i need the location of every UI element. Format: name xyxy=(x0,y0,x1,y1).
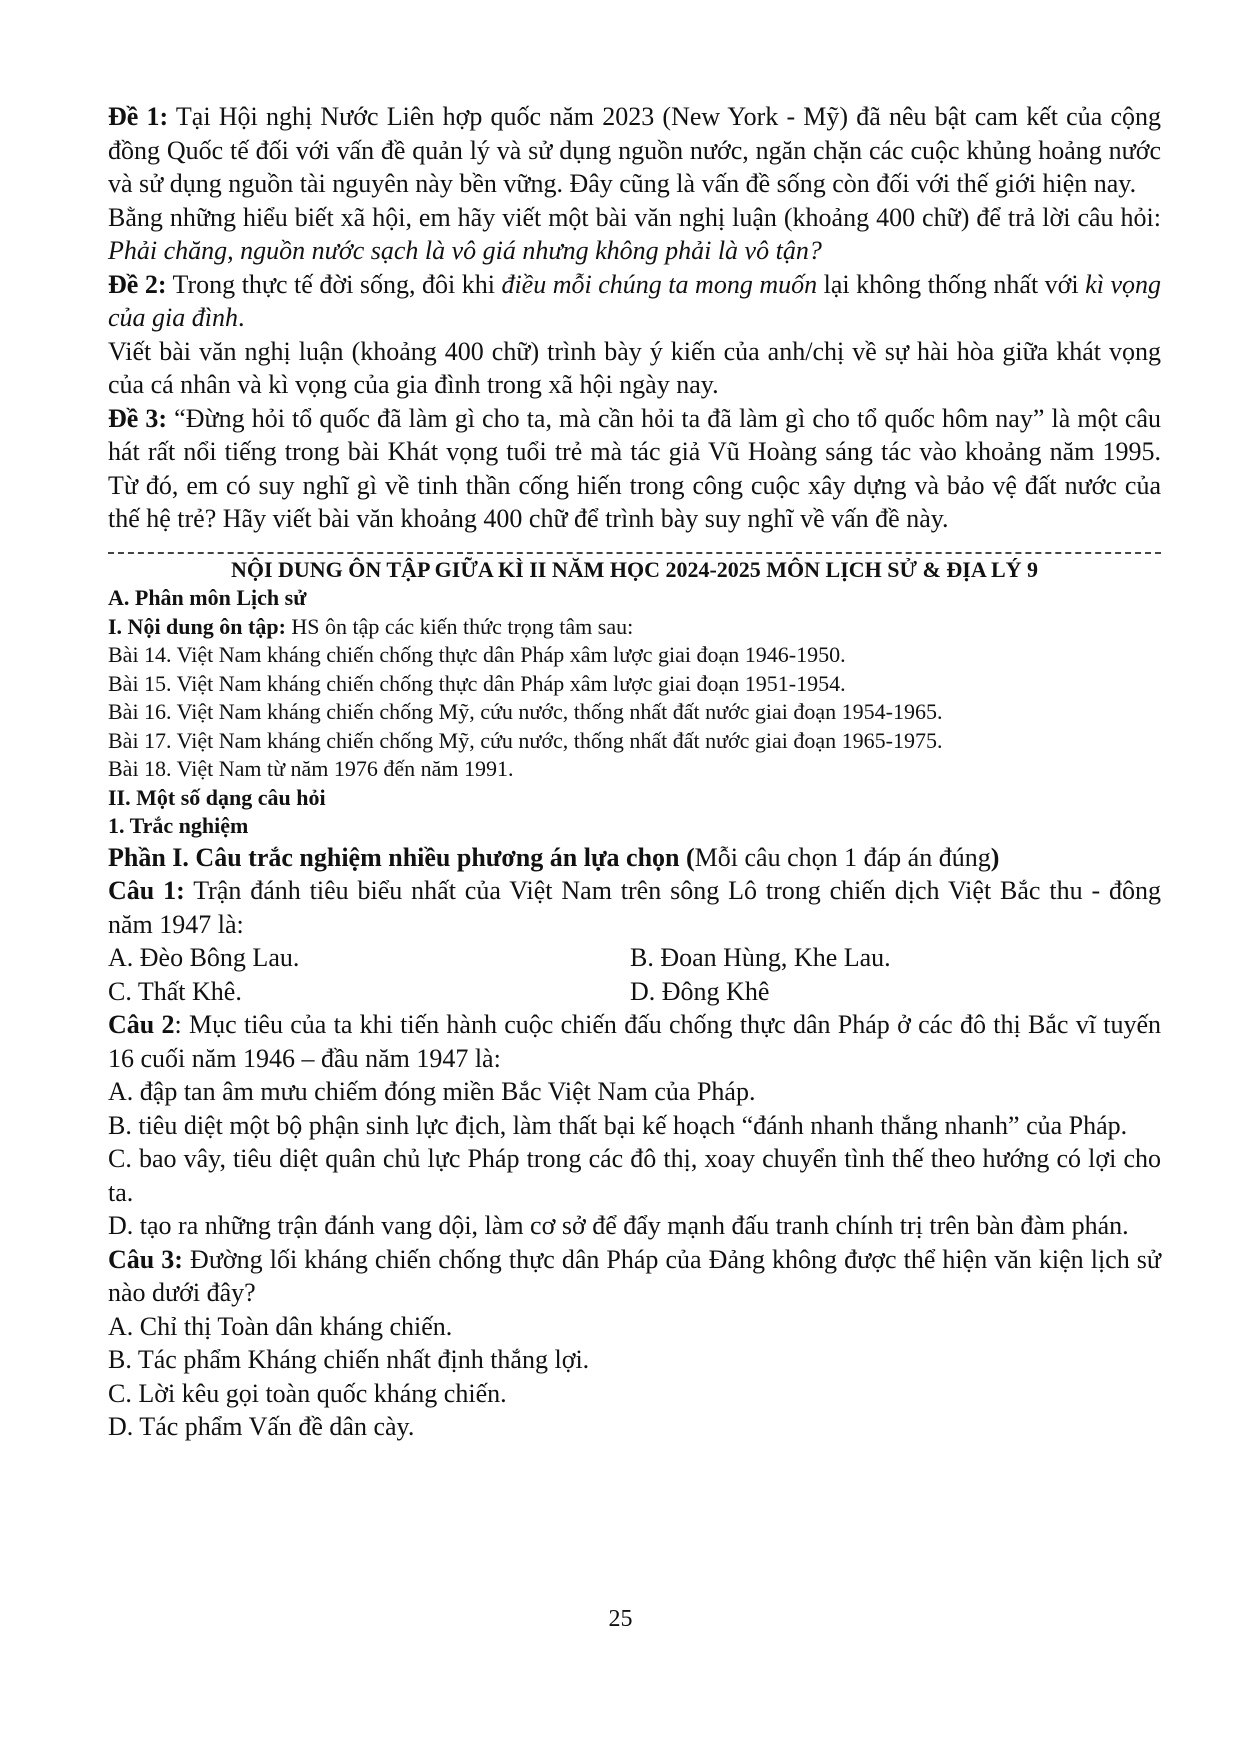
q2-option-d: D. tạo ra những trận đánh vang dội, làm cơ sở để đẩy mạnh đấu tranh chính trị trên bàn đàm phán. xyxy=(108,1211,1129,1240)
q1-option-d: D. Đông Khê xyxy=(630,976,770,1006)
q1-label: Câu 1: xyxy=(108,876,185,905)
de1-task-text: Bằng những hiểu biết xã hội, em hãy viết một bài văn nghị luận (khoảng 400 chữ) để trả lời câu hỏi: xyxy=(108,202,1161,232)
sub-1-text: 1. Trắc nghiệm xyxy=(108,813,249,838)
lesson-item: Bài 15. Việt Nam kháng chiến chống thực dân Pháp xâm lược giai đoạn 1951-1954. xyxy=(108,670,846,696)
q2-text: : Mục tiêu của ta khi tiến hành cuộc chiến đấu chống thực dân Pháp ở các đô thị Bắc vĩ tuyến 16 cuối năm 1946 – đầu năm 1947 là: xyxy=(108,1010,1161,1073)
lesson-item: Bài 14. Việt Nam kháng chiến chống thực dân Pháp xâm lược giai đoạn 1946-1950. xyxy=(108,642,846,667)
document-page xyxy=(108,100,1161,1444)
q1-text: Trận đánh tiêu biểu nhất của Việt Nam trên sông Lô trong chiến dịch Việt Bắc thu - đông năm 1947 là: xyxy=(108,876,1161,939)
section-title xyxy=(108,556,1161,585)
q2-option-a: A. đập tan âm mưu chiếm đóng miền Bắc Việt Nam của Pháp. xyxy=(108,1077,756,1106)
de2-task: Viết bài văn nghị luận (khoảng 400 chữ) trình bày ý kiến của anh/chị về sự hài hòa giữa khát vọng của cá nhân và kì vọng của gia đình trong xã hội ngày nay. xyxy=(108,336,1161,399)
de2-text-a: Trong thực tế đời sống, đôi khi xyxy=(166,269,502,299)
page-number: 25 xyxy=(608,1606,633,1632)
de3-text: “Đừng hỏi tổ quốc đã làm gì cho ta, mà cần hỏi ta đã làm gì cho tổ quốc hôm nay” là một câu hát rất nổi tiếng trong bài Khát vọng tuổi trẻ mà tác giả Vũ Hoàng sáng tác vào khoảng năm 1995. Từ đó, em có suy nghĩ gì về tinh thần cống hiến trong công cuộc xây dựng và bảo vệ đất nước của thế hệ trẻ? Hãy viết bài văn khoảng 400 chữ để trình bày suy nghĩ về vấn đề này. xyxy=(108,403,1161,533)
q2-option-c: C. bao vây, tiêu diệt quân chủ lực Pháp trong các đô thị, xoay chuyển tình thế theo hướng có lợi cho ta. xyxy=(108,1144,1161,1207)
q1-option-b: B. Đoan Hùng, Khe Lau. xyxy=(630,943,891,972)
section-title-text: NỘI DUNG ÔN TẬP GIỮA KÌ II NĂM HỌC 2024-2025 MÔN LỊCH SỬ & ĐỊA LÝ 9 xyxy=(230,556,1039,582)
de2-italic-b: kì vọng của gia đình xyxy=(108,269,1161,332)
part-a-heading xyxy=(108,584,1161,613)
de1-label: Đề 1: xyxy=(108,102,169,131)
q3-label: Câu 3: xyxy=(108,1244,183,1274)
sub-1-heading xyxy=(108,812,1161,841)
de2-italic-a: điều mỗi chúng ta mong muốn xyxy=(501,269,818,299)
de2-text-c: . xyxy=(238,303,245,332)
q3-stem xyxy=(108,1243,1161,1310)
q1-stem xyxy=(108,874,1161,941)
phan1-normal: Mỗi câu chọn 1 đáp án đúng xyxy=(694,842,991,872)
part-i-heading xyxy=(108,613,1161,642)
q1-options xyxy=(108,941,1161,1008)
q3-option-c: C. Lời kêu gọi toàn quốc kháng chiến. xyxy=(108,1378,507,1408)
q3-text: Đường lối kháng chiến chống thực dân Pháp của Đảng không được thể hiện văn kiện lịch sử nào dưới đây? xyxy=(108,1244,1161,1307)
lesson-item: Bài 18. Việt Nam từ năm 1976 đến năm 1991. xyxy=(108,756,514,781)
lesson-item: Bài 16. Việt Nam kháng chiến chống Mỹ, cứu nước, thống nhất đất nước giai đoạn 1954-1965. xyxy=(108,699,943,724)
de2-label: Đề 2: xyxy=(108,269,167,299)
q1-option-a: A. Đèo Bông Lau. xyxy=(108,943,300,972)
de1-question: Phải chăng, nguồn nước sạch là vô giá nhưng không phải là vô tận? xyxy=(108,236,822,265)
lesson-item: Bài 17. Việt Nam kháng chiến chống Mỹ, cứu nước, thống nhất đất nước giai đoạn 1965-1975. xyxy=(108,727,943,753)
q2-stem xyxy=(108,1008,1161,1075)
phan1-close: ) xyxy=(990,842,1000,872)
de1-task xyxy=(108,201,1161,268)
de3-label: Đề 3: xyxy=(108,403,168,433)
de1-paragraph xyxy=(108,100,1161,201)
q3-option-a: A. Chỉ thị Toàn dân kháng chiến. xyxy=(108,1311,453,1341)
phan1-bold: Phần I. Câu trắc nghiệm nhiều phương án lựa chọn ( xyxy=(108,842,695,872)
q3-option-b: B. Tác phẩm Kháng chiến nhất định thắng lợi. xyxy=(108,1345,590,1374)
q2-option-b: B. tiêu diệt một bộ phận sinh lực địch, làm thất bại kế hoạch “đánh nhanh thắng nhanh” của Pháp. xyxy=(108,1110,1128,1140)
de1-text: Tại Hội nghị Nước Liên hợp quốc năm 2023 (New York - Mỹ) đã nêu bật cam kết của cộng đồng Quốc tế đối với vấn đề quản lý và sử dụng nguồn nước, ngăn chặn các cuộc khủng hoảng nước và sử dụng nguồn tài nguyên này bền vững. Đây cũng là vấn đề sống còn đối với thế giới hiện nay. xyxy=(108,102,1161,198)
part-ii-text: II. Một số dạng câu hỏi xyxy=(108,784,326,810)
de3-paragraph xyxy=(108,402,1161,536)
de2-text-b: lại không thống nhất với xyxy=(817,269,1086,299)
phan1-heading xyxy=(108,841,1161,875)
part-ii-heading xyxy=(108,784,1161,813)
part-a-text: A. Phân môn Lịch sử xyxy=(108,585,307,610)
dashed-divider xyxy=(108,538,1161,554)
de2-paragraph xyxy=(108,268,1161,335)
part-i-label: I. Nội dung ôn tập: xyxy=(108,613,286,639)
q1-option-c: C. Thất Khê. xyxy=(108,976,242,1006)
part-i-text: HS ôn tập các kiến thức trọng tâm sau: xyxy=(285,613,634,639)
q2-label: Câu 2 xyxy=(108,1010,175,1039)
q3-option-d: D. Tác phẩm Vấn đề dân cày. xyxy=(108,1412,415,1441)
